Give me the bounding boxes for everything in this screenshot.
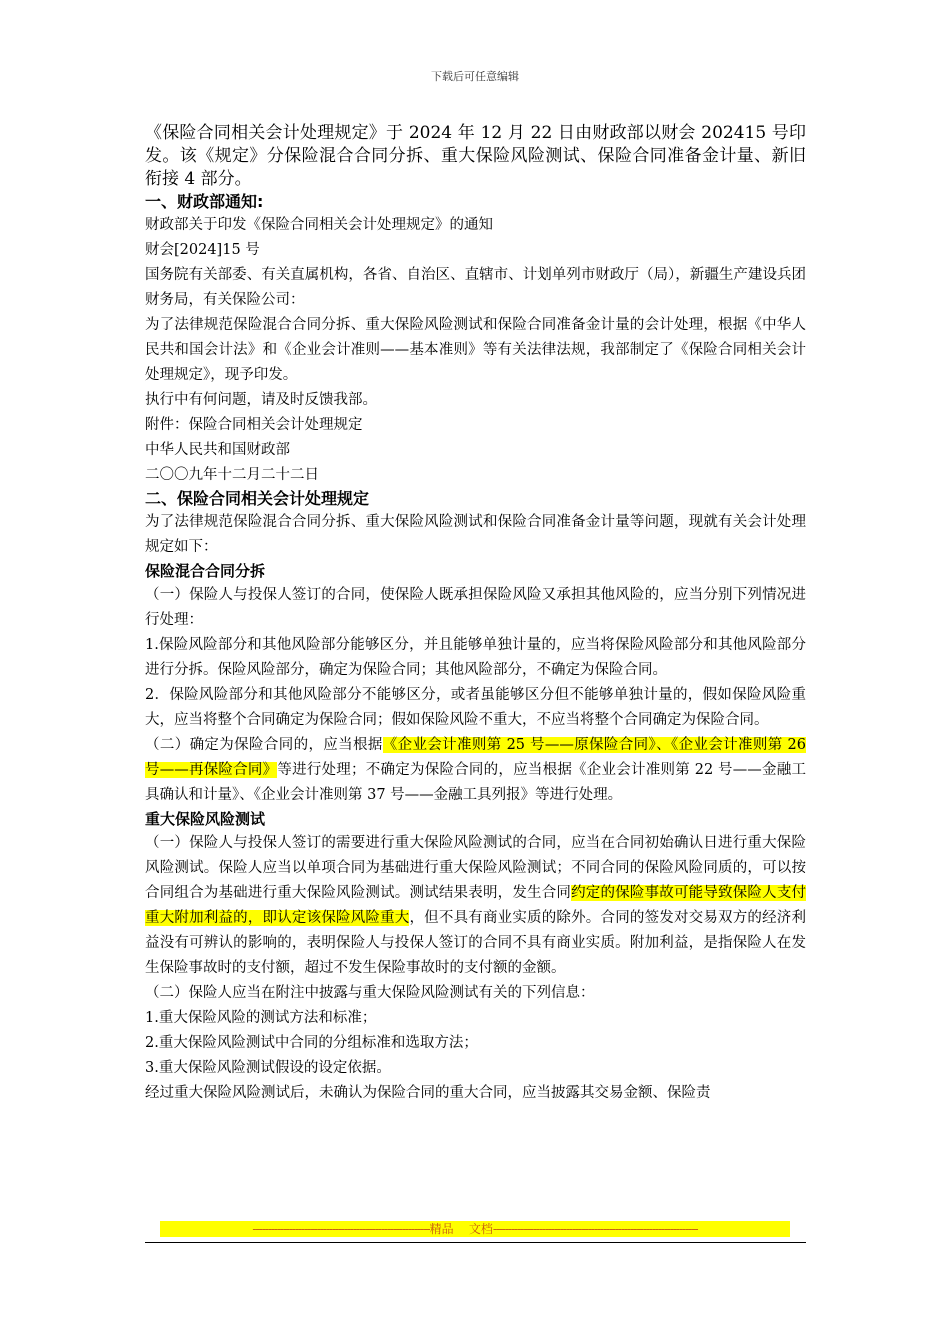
notice-number: 财会[2024]15 号 [145,242,260,258]
disclosure-item-1: 1.重大保险风险的测试方法和标准； [145,1010,377,1026]
subsection-2-heading: 重大保险风险测试 [145,810,266,828]
disclosure-item-2: 2.重大保险风险测试中合同的分组标准和选取方法； [145,1035,478,1051]
disclosure-item-3: 3.重大保险风险测试假设的设定依据。 [145,1060,391,1076]
sub2-p1-lead: （一）保险人与投保人签订的需要进行重大保险风险测试的合同，应当在合同初始确认日进行重大保险风险测试。保险人应当以单项合同为基础进行重大保险风险测试；不同合同的保险风险同质的，可以按合同组合为基础进行重大保险风险测试。测试结果表明，发生合同 [145,835,806,901]
intro-paragraph: 《保险合同相关会计处理规定》于 2024 年 12 月 22 日由财政部以财会 202415 号印发。该《规定》分保险混合合同分拆、重大保险风险测试、保险合同准备金计量、新旧衔接 4 部分。 [145,123,806,189]
notice-date: 二〇〇九年十二月二十二日 [145,467,319,483]
highlighted-standards: 《企业会计准则第 25 号——原保险合同》、《企业会计准则第 26 号——再保险合同》 [145,737,806,778]
footer-dashes-left: ---------------------------------------------------------- [252,1222,430,1236]
page-footer-banner [160,1221,790,1237]
notice-addressees: 国务院有关部委、有关直属机构，各省、自治区、直辖市、计划单列市财政厅（局），新疆生产建设兵团财务局，有关保险公司： [145,267,806,308]
notice-issuer: 中华人民共和国财政部 [145,442,290,458]
section-2-intro: 为了法律规范保险混合合同分拆、重大保险风险测试和保险合同准备金计量等问题，现就有关会计处理规定如下： [145,514,806,555]
subsection-1-heading: 保险混合合同分拆 [145,562,266,580]
section-1-heading: 一、财政部通知: [145,192,264,211]
sub1-p4-tail: 等进行处理；不确定为保险合同的，应当根据《企业会计准则第 22 号——金融工具确认和计量》、《企业会计准则第 37 号——金融工具列报》等进行处理。 [145,762,806,803]
footer-label-b: 文档 [468,1222,493,1236]
page-header: 下载后可任意编辑 [431,70,519,83]
highlighted-definition: 约定的保险事故可能导致保险人支付重大附加利益的，即认定该保险风险重大 [145,885,807,926]
sub2-p1-tail: ，但不具有商业实质的除外。合同的签发对交易双方的经济利益没有可辨认的影响的，表明保险人与投保人签订的合同不具有商业实质。附加利益，是指保险人在发生保险事故时的支付额，超过不发生保险事故时的支付额的金额。 [145,910,807,976]
sub1-paragraph-3: 2．保险风险部分和其他风险部分不能够区分，或者虽能够区分但不能够单独计量的，假如保险风险重大，应当将整个合同确定为保险合同；假如保险风险不重大，不应当将整个合同确定为保险合同。 [145,687,806,728]
sub1-paragraph-4 [145,733,806,808]
sub2-paragraph-3: 经过重大保险风险测试后，未确认为保险合同的重大合同，应当披露其交易金额、保险责 [145,1085,711,1101]
document-body [145,122,806,1106]
section-2-heading: 二、保险合同相关会计处理规定 [145,489,370,508]
notice-title: 财政部关于印发《保险合同相关会计处理规定》的通知 [145,217,493,233]
footer-dashes-right: ------------------------------------------------------------------- [492,1222,698,1236]
footer-label-a: 精品 [429,1222,454,1236]
sub1-paragraph-2: 1.保险风险部分和其他风险部分能够区分，并且能够单独计量的，应当将保险风险部分和其他风险部分进行分拆。保险风险部分，确定为保险合同；其他风险部分，不确定为保险合同。 [145,637,806,678]
notice-attachment: 附件：保险合同相关会计处理规定 [145,417,363,433]
footer-rule [145,1242,806,1243]
notice-body: 为了法律规范保险混合合同分拆、重大保险风险测试和保险合同准备金计量的会计处理，根据《中华人民共和国会计法》和《企业会计准则——基本准则》等有关法律法规，我部制定了《保险合同相关会计处理规定》，现予印发。 [145,317,806,383]
sub2-paragraph-2: （二）保险人应当在附注中披露与重大保险风险测试有关的下列信息： [145,985,595,1001]
sub2-paragraph-1 [145,831,806,981]
notice-feedback: 执行中有何问题，请及时反馈我部。 [145,392,377,408]
sub1-p4-lead: （二）确定为保险合同的，应当根据 [145,737,383,753]
sub1-paragraph-1: （一）保险人与投保人签订的合同，使保险人既承担保险风险又承担其他风险的，应当分别下列情况进行处理： [145,587,806,628]
